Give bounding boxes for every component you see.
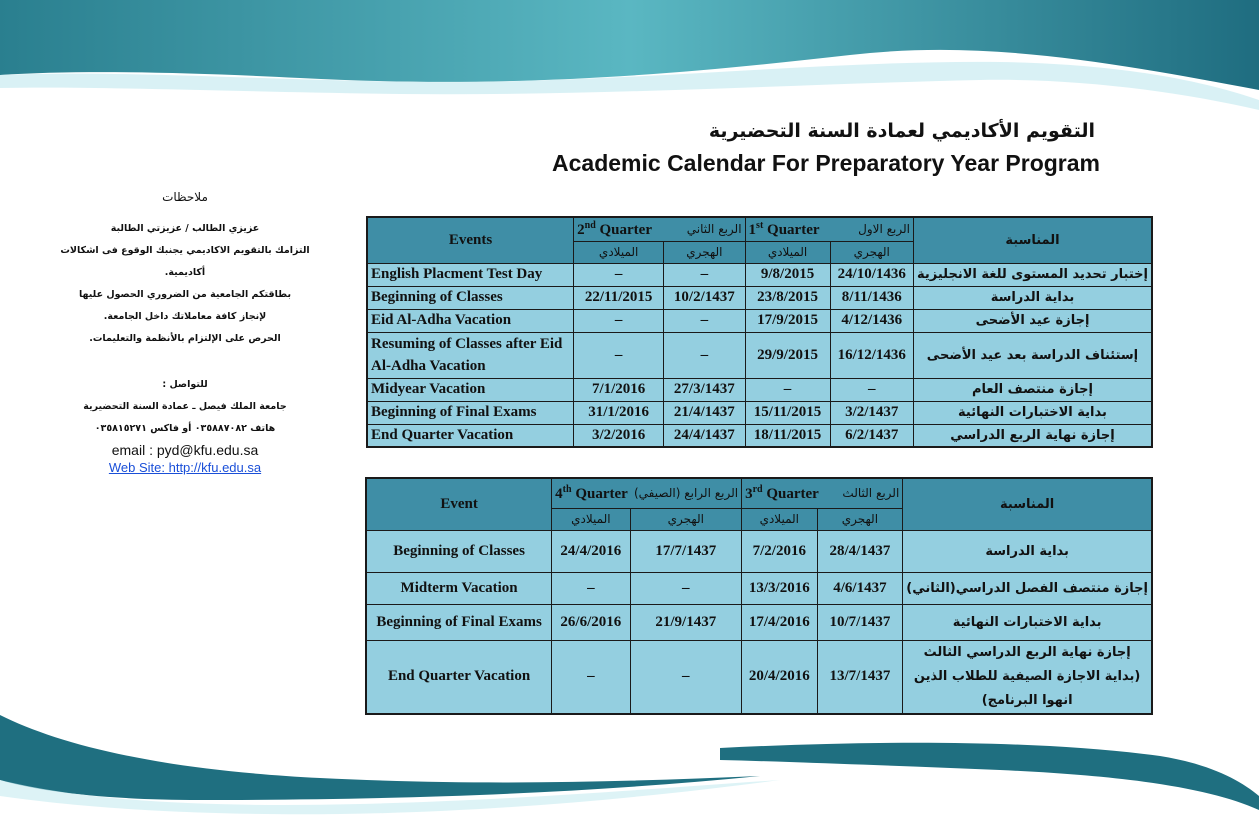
date-cell: 20/4/2016 (742, 640, 817, 714)
occasion-cell: بداية الدراسة (903, 530, 1152, 572)
occasion-cell: إجازة نهاية الربع الدراسي (913, 424, 1152, 447)
notes-line: الحرص على الإلتزام بالأنظمة والتعليمات. (89, 333, 281, 344)
event-cell: Beginning of Classes (367, 286, 574, 309)
date-cell: 24/4/2016 (552, 530, 630, 572)
occasion-cell: إستئناف الدراسة بعد عيد الأضحى (913, 332, 1152, 378)
notes-line: التزامك بالتقويم الاكاديمي يجنبك الوقوع فى اشكالات أكاديمية. (60, 245, 310, 278)
contact-line: جامعة الملك فيصل ـ عمادة السنة التحضيرية (83, 401, 287, 412)
date-cell: 17/4/2016 (742, 604, 817, 640)
event-cell: English Placment Test Day (367, 263, 574, 286)
date-cell: 7/1/2016 (574, 378, 664, 401)
q1-header (745, 217, 913, 241)
date-cell: – (574, 309, 664, 332)
occasion-cell: بداية الاختبارات النهائية (913, 401, 1152, 424)
date-cell: – (664, 263, 745, 286)
event-cell: Beginning of Final Exams (367, 401, 574, 424)
q2-label: 2nd Quarter (577, 219, 652, 238)
header-wave-banner (0, 0, 1259, 110)
date-cell: – (574, 332, 664, 378)
occasion-cell: إجازة منتصف الفصل الدراسي(الثاني) (903, 572, 1152, 604)
date-cell: 24/4/1437 (664, 424, 745, 447)
table-row (367, 286, 1152, 309)
date-cell: 29/9/2015 (745, 332, 830, 378)
date-cell: 7/2/2016 (742, 530, 817, 572)
date-cell: 3/2/1437 (830, 401, 913, 424)
gregorian-subheader: الميلادي (742, 508, 817, 530)
hijri-subheader: الهجري (830, 241, 913, 263)
occasion-cell: إجازة نهاية الربع الدراسي الثالث (بداية الاجازة الصيفية للطلاب الذين انهوا البرنامج) (903, 640, 1152, 714)
date-cell: – (664, 309, 745, 332)
date-cell: 26/6/2016 (552, 604, 630, 640)
q4-header (552, 478, 742, 508)
q3-label: 3rd Quarter (745, 483, 819, 502)
date-cell: 17/9/2015 (745, 309, 830, 332)
table-row (367, 332, 1152, 378)
date-cell: 24/10/1436 (830, 263, 913, 286)
table-row (366, 530, 1152, 572)
occasion-cell: بداية الاختبارات النهائية (903, 604, 1152, 640)
occasion-cell: إجازة منتصف العام (913, 378, 1152, 401)
events-header: Events (367, 217, 574, 263)
date-cell: – (574, 263, 664, 286)
date-cell: 8/11/1436 (830, 286, 913, 309)
occasion-cell: بداية الدراسة (913, 286, 1152, 309)
q3-header (742, 478, 903, 508)
occasion-header: المناسبة (903, 478, 1152, 530)
gregorian-subheader: الميلادي (745, 241, 830, 263)
table-row (366, 604, 1152, 640)
date-cell: – (664, 332, 745, 378)
hijri-subheader: الهجري (630, 508, 742, 530)
table-row (367, 401, 1152, 424)
calendar-table-q3-q4 (365, 477, 1153, 715)
q4-label: 4th Quarter (555, 483, 628, 502)
contact-line: هاتف ٠٣٥٨٨٧٠٨٢ أو فاكس ٠٣٥٨١٥٢٧١ (94, 423, 276, 434)
contact-email: email : pyd@kfu.edu.sa (111, 442, 259, 458)
hijri-subheader: الهجري (817, 508, 903, 530)
notes-line: لإنجاز كافة معاملاتك داخل الجامعة. (103, 311, 267, 322)
hijri-subheader: الهجري (664, 241, 745, 263)
date-cell: 17/7/1437 (630, 530, 742, 572)
date-cell: 3/2/2016 (574, 424, 664, 447)
event-cell: Midterm Vacation (366, 572, 552, 604)
table-row (366, 572, 1152, 604)
date-cell: 6/2/1437 (830, 424, 913, 447)
table-row (367, 309, 1152, 332)
footer-wave-banner (0, 700, 1259, 833)
date-cell: 31/1/2016 (574, 401, 664, 424)
event-cell: Beginning of Classes (366, 530, 552, 572)
event-cell: Eid Al-Adha Vacation (367, 309, 574, 332)
date-cell: 13/3/2016 (742, 572, 817, 604)
notes-panel (40, 190, 330, 475)
page-title-arabic: التقويم الأكاديمي لعمادة السنة التحضيرية (708, 120, 1095, 142)
date-cell: 13/7/1437 (817, 640, 903, 714)
date-cell: 9/8/2015 (745, 263, 830, 286)
q1-arabic: الربع الاول (858, 222, 910, 237)
date-cell: 21/4/1437 (664, 401, 745, 424)
table-row (367, 424, 1152, 447)
date-cell: 18/11/2015 (745, 424, 830, 447)
event-cell: End Quarter Vacation (367, 424, 574, 447)
table-row (367, 378, 1152, 401)
date-cell: 22/11/2015 (574, 286, 664, 309)
page-title-english: Academic Calendar For Preparatory Year Program (552, 150, 1100, 176)
event-cell: End Quarter Vacation (366, 640, 552, 714)
notes-line: بطاقتكم الجامعية من الضروري الحصول عليها (78, 289, 292, 300)
date-cell: 4/6/1437 (817, 572, 903, 604)
table-row (367, 263, 1152, 286)
date-cell: 10/7/1437 (817, 604, 903, 640)
events-header: Event (366, 478, 552, 530)
notes-line: عزيزي الطالب / عزيزتي الطالبة (110, 223, 260, 234)
date-cell: – (552, 640, 630, 714)
occasion-cell: إجازة عيد الأضحى (913, 309, 1152, 332)
q2-arabic: الربع الثاني (686, 222, 742, 237)
date-cell: 27/3/1437 (664, 378, 745, 401)
notes-heading: ملاحظات (162, 190, 208, 204)
date-cell: 23/8/2015 (745, 286, 830, 309)
gregorian-subheader: الميلادي (574, 241, 664, 263)
event-cell: Midyear Vacation (367, 378, 574, 401)
date-cell: 15/11/2015 (745, 401, 830, 424)
date-cell: 10/2/1437 (664, 286, 745, 309)
q4-arabic: الربع الرابع (الصيفي) (633, 486, 739, 501)
calendar-table-q1-q2 (366, 216, 1153, 448)
date-cell: – (830, 378, 913, 401)
event-cell: Beginning of Final Exams (366, 604, 552, 640)
contact-heading: للتواصل : (162, 379, 208, 390)
date-cell: 4/12/1436 (830, 309, 913, 332)
occasion-header: المناسبة (913, 217, 1152, 263)
event-cell: Resuming of Classes after Eid Al-Adha Vacation (367, 332, 574, 378)
date-cell: – (745, 378, 830, 401)
q3-arabic: الربع الثالث (842, 486, 900, 501)
date-cell: – (630, 640, 742, 714)
date-cell: 28/4/1437 (817, 530, 903, 572)
date-cell: 16/12/1436 (830, 332, 913, 378)
date-cell: 21/9/1437 (630, 604, 742, 640)
website-link[interactable]: Web Site: http://kfu.edu.sa (108, 460, 262, 475)
occasion-cell: إختبار تحديد المستوى للغة الانجليزية (913, 263, 1152, 286)
date-cell: – (630, 572, 742, 604)
q2-header (574, 217, 745, 241)
q1-label: 1st Quarter (748, 219, 820, 238)
date-cell: – (552, 572, 630, 604)
gregorian-subheader: الميلادي (552, 508, 630, 530)
